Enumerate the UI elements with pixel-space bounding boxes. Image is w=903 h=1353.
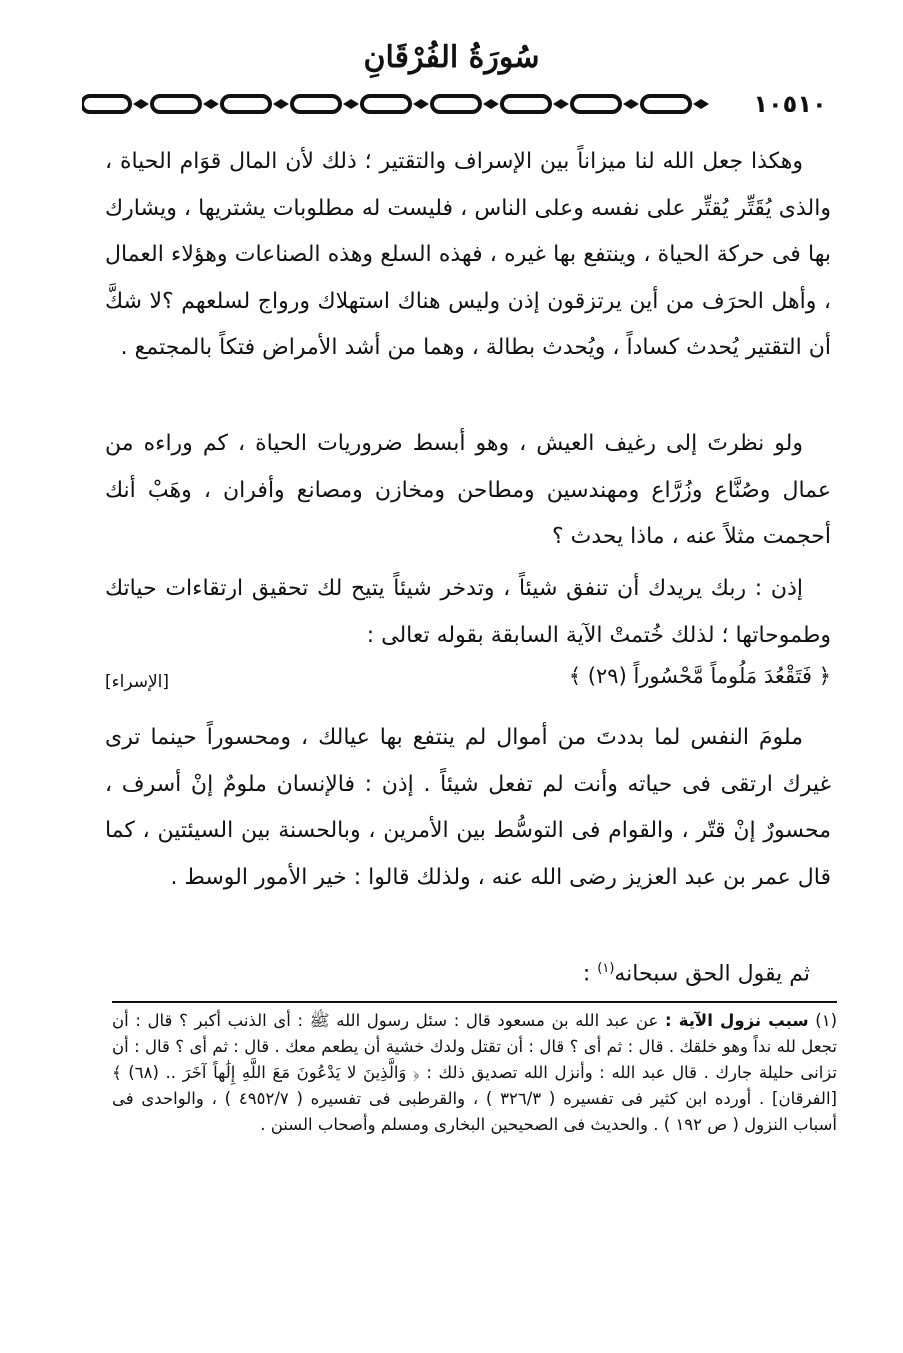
page-number: ١٠٥١٠: [753, 90, 827, 118]
ornament-link: [362, 96, 410, 112]
verse-text: ﴿ فَتَقْعُدَ مَلُوماً مَّحْسُوراً (٢٩) ﴾: [568, 664, 831, 688]
ornament-link: [642, 96, 690, 112]
paragraph-text: ولو نظرتَ إلى رغيف العيش ، وهو أبسط ضروريات الحياة ، كم وراءه من عمال وصُنَّاع وزُرَّاع ومهندسين ومطاحن ومخازن ومصانع وأفران ، وهَبْ أنك أحجمت مثلاً عنه ، ماذا يحدث ؟: [105, 431, 831, 549]
paragraph-end: :: [582, 961, 598, 987]
ornament-link: [432, 96, 480, 112]
paragraph-text: إذن : ربك يريدك أن تنفق شيئاً ، وتدخر شيئاً يتيح لك تحقيق ارتقاءات حياتك وطموحاتها ؛ لذلك خُتمتْ الآية السابقة بقوله تعالى :: [105, 576, 831, 648]
ornament-diamond: [623, 99, 639, 109]
ornament-diamond: [343, 99, 359, 109]
paragraph-5: [250, 946, 810, 997]
ornament-diamond: [133, 99, 149, 109]
paragraph-2: [105, 421, 831, 561]
ornament-diamond: [413, 99, 429, 109]
paragraph-text: ثم يقول الحق سبحانه: [614, 961, 810, 987]
ornament-diamond: [693, 99, 709, 109]
paragraph-text: ملومَ النفس لما بددتَ من أموال لم ينتفع بها عيالك ، ومحسوراً حينما ترى غيرك ارتقى فى حياته وأنت لم تفعل شيئاً . إذن : فالإنسان ملومٌ إنْ أسرف ، محسورٌ إنْ قتّر ، والقوام فى التوسُّط بين الأمرين ، وبالحسنة بين السيئتين ، كما قال عمر بن عبد العزيز رضى الله عنه ، ولذلك قالوا : خير الأمور الوسط .: [105, 725, 831, 890]
ornament-diamond: [553, 99, 569, 109]
ornament-diamond: [203, 99, 219, 109]
ornament-border: [82, 86, 852, 122]
ornament-diamond: [483, 99, 499, 109]
paragraph-text: وهكذا جعل الله لنا ميزاناً بين الإسراف والتقتير ؛ ذلك لأن المال قوَام الحياة ، والذى يُقَتِّر يُقتِّر على نفسه وعلى الناس ، فليست له مطلوبات يشتريها ، ويشارك بها فى حركة الحياة ، وينتفع بها غيره ، فهذه السلع وهذه الصناعات وهؤلاء العمال ، وأهل الحرَف من أين يرتزقون إذن وليس هناك استهلاك ورواج لسلعهم ؟لا شكَّ أن التقتير يُحدث كساداً ، ويُحدث بطالة ، وهما من أشد الأمراض فتكاً بالمجتمع .: [105, 149, 831, 360]
ornament-link: [82, 96, 130, 112]
ornament-link: [222, 96, 270, 112]
ornament-chain: [82, 86, 852, 122]
ornament-link: [572, 96, 620, 112]
quran-verse: [105, 658, 831, 704]
page-number-box: [740, 88, 840, 120]
surah-title: سُورَةُ الفُرْقَانِ: [363, 40, 540, 75]
ornament-link: [152, 96, 200, 112]
paragraph-1: [105, 139, 831, 372]
footnote-number: (١): [815, 1011, 837, 1030]
ornament-diamond: [273, 99, 289, 109]
footnote-marker[interactable]: (١): [597, 961, 615, 976]
ornament-link: [502, 96, 550, 112]
footnote-lead: سبب نزول الآية :: [664, 1011, 809, 1030]
paragraph-3: [105, 566, 831, 659]
footnote-divider: [112, 1001, 837, 1003]
footnote: [112, 1008, 837, 1138]
paragraph-4: [105, 715, 831, 901]
footnote-text: عن عبد الله بن مسعود قال : سئل رسول الله ﷺ : أى الذنب أكبر ؟ قال : أن تجعل لله نداً وهو خلقك . قال : ثم أى ؟ قال : أن تقتل ولدك خشية أن يطعم معك . قال : ثم أى ؟ قال : أن تزانى حليلة جارك . قال عبد الله : وأنزل الله تصديق ذلك : ﴿ وَالَّذِينَ لا يَدْعُونَ مَعَ اللَّهِ إِلَٰهاً آخَرَ .. (٦٨) ﴾ [الفرقان] . أورده ابن كثير فى تفسيره ( ٣٢٦/٣ ) ، والقرطبى فى تفسيره ( ٤٩٥٢/٧ ) ، والواحدى فى أسباب النزول ( ص ١٩٢ ) . والحديث فى الصحيحين البخارى ومسلم وأصحاب السنن .: [112, 1011, 837, 1134]
ornament-link: [292, 96, 340, 112]
verse-reference: [الإسراء]: [105, 672, 170, 692]
